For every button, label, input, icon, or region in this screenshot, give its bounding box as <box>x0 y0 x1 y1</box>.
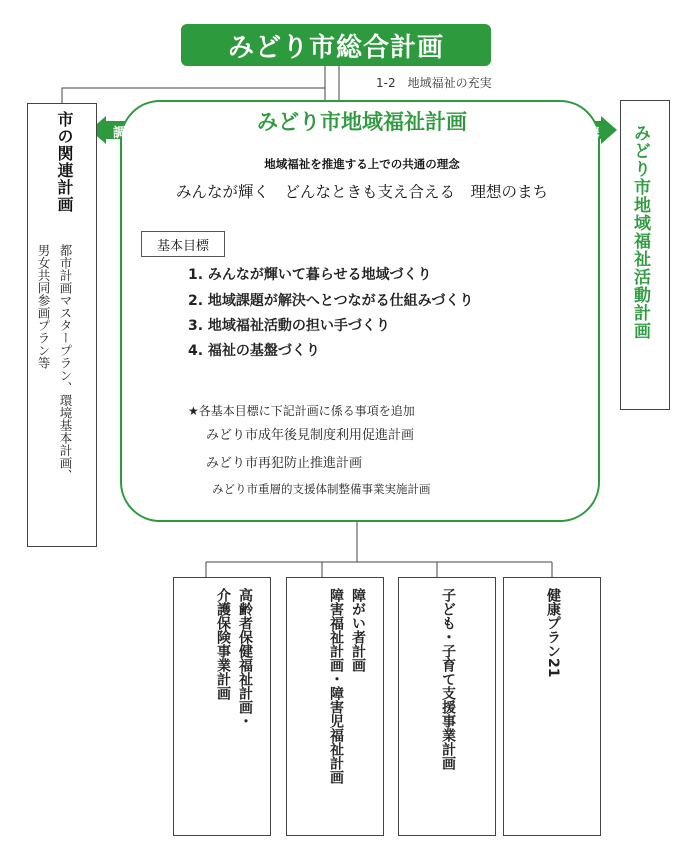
plan-recidivism: みどり市再犯防止推進計画 <box>206 456 363 471</box>
additional-note: ★各基本目標に下記計画に係る事項を追加 <box>188 404 415 418</box>
sub-plan-line: 障がい者計画 <box>350 588 366 672</box>
related-plans-item: 都市計画マスタープラン、環境基本計画、 <box>58 244 73 482</box>
sub-plan-line: 高齢者保健福祉計画・ <box>237 588 253 728</box>
related-plans-item: 男女共同参画プラン等 <box>36 244 51 369</box>
sub-plan-text <box>542 588 564 677</box>
sub-plan-text <box>437 588 459 770</box>
sub-plan-line: 障害福祉計画・障害児福祉計画 <box>328 588 344 784</box>
sub-plan-line: 健康プラン21 <box>545 588 561 678</box>
regional-welfare-plan-title: みどり市地域福祉計画 <box>257 110 467 134</box>
sub-plan-line: 介護保険事業計画 <box>215 588 231 700</box>
concept-text: みんなが輝く どんなときも支え合える 理想のまち <box>175 183 548 201</box>
sub-plan-elderly <box>173 577 271 836</box>
plan-layered-support: みどり市重層的支援体制整備事業実施計画 <box>212 482 431 496</box>
sub-plan-health <box>503 577 601 836</box>
basic-goals-label: 基本目標 <box>141 231 225 257</box>
sub-plan-disability <box>286 577 384 836</box>
concept-label: 地域福祉を推進する上での共通の理念 <box>264 157 460 171</box>
goal-4: 4. 福祉の基盤づくり <box>188 343 320 359</box>
sub-plan-text <box>212 588 256 728</box>
sub-plan-line: 子ども・子育て支援事業計画 <box>440 588 456 770</box>
section-label: 1-2 地域福祉の充実 <box>376 76 492 90</box>
related-plans-title: 市の関連計画 <box>55 111 74 213</box>
plan-guardianship: みどり市成年後見制度利用促進計画 <box>206 428 415 443</box>
goal-2: 2. 地域課題が解決へとつながる仕組みづくり <box>188 293 474 309</box>
goal-1: 1. みんなが輝いて暮らせる地域づくり <box>188 267 432 283</box>
sub-plan-children <box>398 577 496 836</box>
goal-3: 3. 地域福祉活動の担い手づくり <box>188 318 390 334</box>
harmony-label: 調和 <box>112 126 139 141</box>
activity-plan-title: みどり市地域福祉活動計画 <box>630 124 650 340</box>
sub-plan-text <box>325 588 369 784</box>
general-plan-title: みどり市総合計画 <box>181 24 491 66</box>
cooperation-label: 連携 <box>573 126 600 141</box>
related-plans-list <box>32 244 76 540</box>
